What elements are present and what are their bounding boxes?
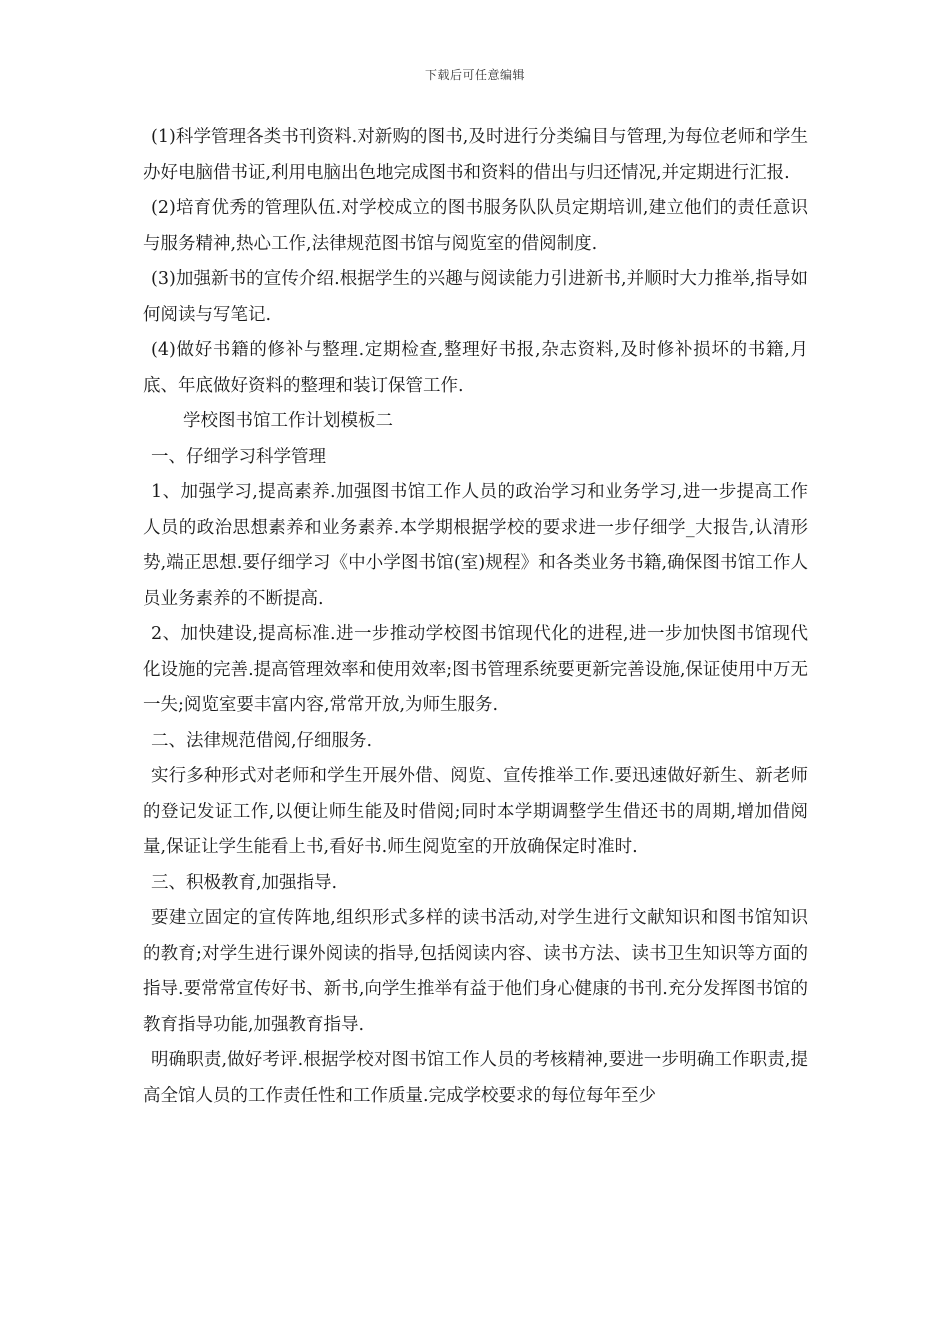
paragraph-8: 要建立固定的宣传阵地,组织形式多样的读书活动,对学生进行文献知识和图书馆知识的教育;对学生进行课外阅读的指导,包括阅读内容、读书方法、读书卫生知识等方面的指导.要常常宣传好书、新书,向学生推举有益于他们身心健康的书刊.充分发挥图书馆的教育指导功能,加强教育指导. — [143, 908, 808, 1035]
section-title: 学校图书馆工作计划模板二 — [183, 411, 393, 431]
section-heading-3: 三、积极教育,加强指导. — [151, 872, 338, 893]
paragraph-7: 实行多种形式对老师和学生开展外借、阅览、宣传推举工作.要迅速做好新生、新老师的登记发证工作,以便让师生能及时借阅;同时本学期调整学生借还书的周期,增加借阅量,保证让学生能看上书,看好书.师生阅览室的开放确保定时准时. — [143, 766, 808, 857]
paragraph-1: (1)科学管理各类书刊资料.对新购的图书,及时进行分类编目与管理,为每位老师和学生办好电脑借书证,利用电脑出色地完成图书和资料的借出与归还情况,并定期进行汇报. — [143, 127, 808, 183]
paragraph-3: (3)加强新书的宣传介绍.根据学生的兴趣与阅读能力引进新书,并顺时大力推举,指导如何阅读与写笔记. — [143, 269, 808, 325]
section-heading-1: 一、仔细学习科学管理 — [151, 446, 326, 467]
paragraph-2: (2)培育优秀的管理队伍.对学校成立的图书服务队队员定期培训,建立他们的责任意识与服务精神,热心工作,法律规范图书馆与阅览室的借阅制度. — [143, 198, 808, 254]
document-body — [143, 120, 808, 1114]
paragraph-4: (4)做好书籍的修补与整理.定期检查,整理好书报,杂志资料,及时修补损坏的书籍,月底、年底做好资料的整理和装订保管工作. — [143, 340, 808, 396]
paragraph-9: 明确职责,做好考评.根据学校对图书馆工作人员的考核精神,要进一步明确工作职责,提高全馆人员的工作责任性和工作质量.完成学校要求的每位每年至少 — [143, 1050, 808, 1106]
paragraph-6: 2、加快建设,提高标准.进一步推动学校图书馆现代化的进程,进一步加快图书馆现代化设施的完善.提高管理效率和使用效率;图书管理系统要更新完善设施,保证使用中万无一失;阅览室要丰富内容,常常开放,为师生服务. — [143, 624, 808, 715]
page-header: 下载后可任意编辑 — [424, 68, 525, 82]
section-heading-2: 二、法律规范借阅,仔细服务. — [151, 730, 373, 751]
paragraph-5: 1、加强学习,提高素养.加强图书馆工作人员的政治学习和业务学习,进一步提高工作人员的政治思想素养和业务素养.本学期根据学校的要求进一步仔细学_大报告,认清形势,端正思想.要仔细学习《中小学图书馆(室)规程》和各类业务书籍,确保图书馆工作人员业务素养的不断提高. — [143, 482, 808, 609]
